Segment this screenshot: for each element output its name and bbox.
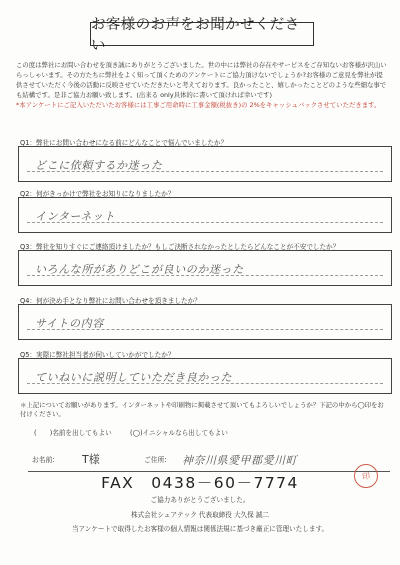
answer-1-rule bbox=[27, 171, 383, 172]
cashback-note: *本アンケートにご記入いただいたお客様には工事ご用命時に工事金額(税抜き)の 2%をキャッシュバックさせていただきます。 bbox=[16, 101, 381, 109]
address-value[interactable]: 神奈川県愛甲郡愛川町 bbox=[182, 454, 297, 467]
thanks-text: ご協力ありがとうございました。 bbox=[150, 496, 250, 504]
name-value[interactable]: T様 bbox=[82, 453, 100, 466]
answer-4-rule bbox=[27, 329, 383, 330]
answer-box-5[interactable] bbox=[18, 358, 392, 394]
question-2-label: Q2：何がきっかけで弊社をお知りになりましたか？ bbox=[20, 190, 175, 198]
consent-option-name[interactable]: ( )名前を出してもよい bbox=[34, 429, 112, 437]
address-label: ご住所: bbox=[144, 456, 167, 464]
intro-body: この度は弊社にお問い合わせを頂き誠にありがとうございました。世の中には弊社の存在やサービスをご存知ないお客様が沢山いらっしゃいます。その方たちに弊社をよく知って頂くためのアンケートにご協力頂けないでしょうか?お客様のご意見を弊社が提供させていただく今後の活動に反映させていただきたいと考えております。良かったこと、嬉しかったことどのような些細な事でも結構です。是非ご協力お願い致します。(出来る only具体的に書いて頂ければ幸いです) bbox=[16, 61, 387, 99]
answer-3-rule bbox=[27, 275, 383, 276]
consent-option-initial[interactable]: (◯)イニシャルなら出してもよい bbox=[130, 429, 228, 437]
page-title: お客様のお声をお聞かせください bbox=[90, 22, 314, 46]
answer-5: ていねいに説明していただき良かった bbox=[35, 371, 233, 384]
name-label: お名前: bbox=[32, 456, 55, 464]
question-5-label: Q5：実際に弊社担当者が伺いしていかがでしたか？ bbox=[20, 351, 175, 359]
consent-note: ＊上記についてお願いがあります。インターネットや印刷物に掲載させて頂いてもよろしいでしょうか？下記の中から◯印をお付けください。 bbox=[20, 401, 384, 418]
answer-box-3[interactable] bbox=[18, 250, 392, 286]
answer-3: いろんな所がありどこが良いのか迷った bbox=[35, 263, 244, 276]
answer-2: インターネット bbox=[35, 210, 116, 223]
answer-box-1[interactable] bbox=[18, 146, 392, 182]
fax-number: FAX 0438－60－7774 bbox=[101, 474, 299, 492]
question-3-label: Q3：弊社を知りすぐにご連絡頂けましたか？もしご決断されなかったとしたらどんなことが不安でしたか？ bbox=[20, 243, 340, 251]
answer-box-4[interactable] bbox=[18, 304, 392, 340]
answer-1: どこに依頼するか迷った bbox=[35, 159, 163, 172]
question-1-label: Q1：弊社にお問い合わせになる前にどんなことで悩んでいましたか？ bbox=[20, 139, 228, 147]
company-info: 株式会社シェアテック 代表取締役 大久保 誠二 bbox=[130, 511, 270, 519]
question-4-label: Q4：何が決め手となり弊社にお問い合わせを頂きましたか？ bbox=[20, 297, 201, 305]
answer-box-2[interactable] bbox=[18, 197, 392, 233]
answer-2-rule bbox=[27, 222, 383, 223]
privacy-note: 当アンケートで取得したお客様の個人情報は関係法規に基づき厳正に管理いたします。 bbox=[71, 525, 329, 533]
answer-5-rule bbox=[27, 383, 383, 384]
answer-4: サイトの内容 bbox=[35, 317, 104, 330]
company-seal-stamp: 印 bbox=[352, 462, 379, 489]
customer-info-row bbox=[28, 451, 390, 472]
intro-text bbox=[16, 60, 388, 110]
